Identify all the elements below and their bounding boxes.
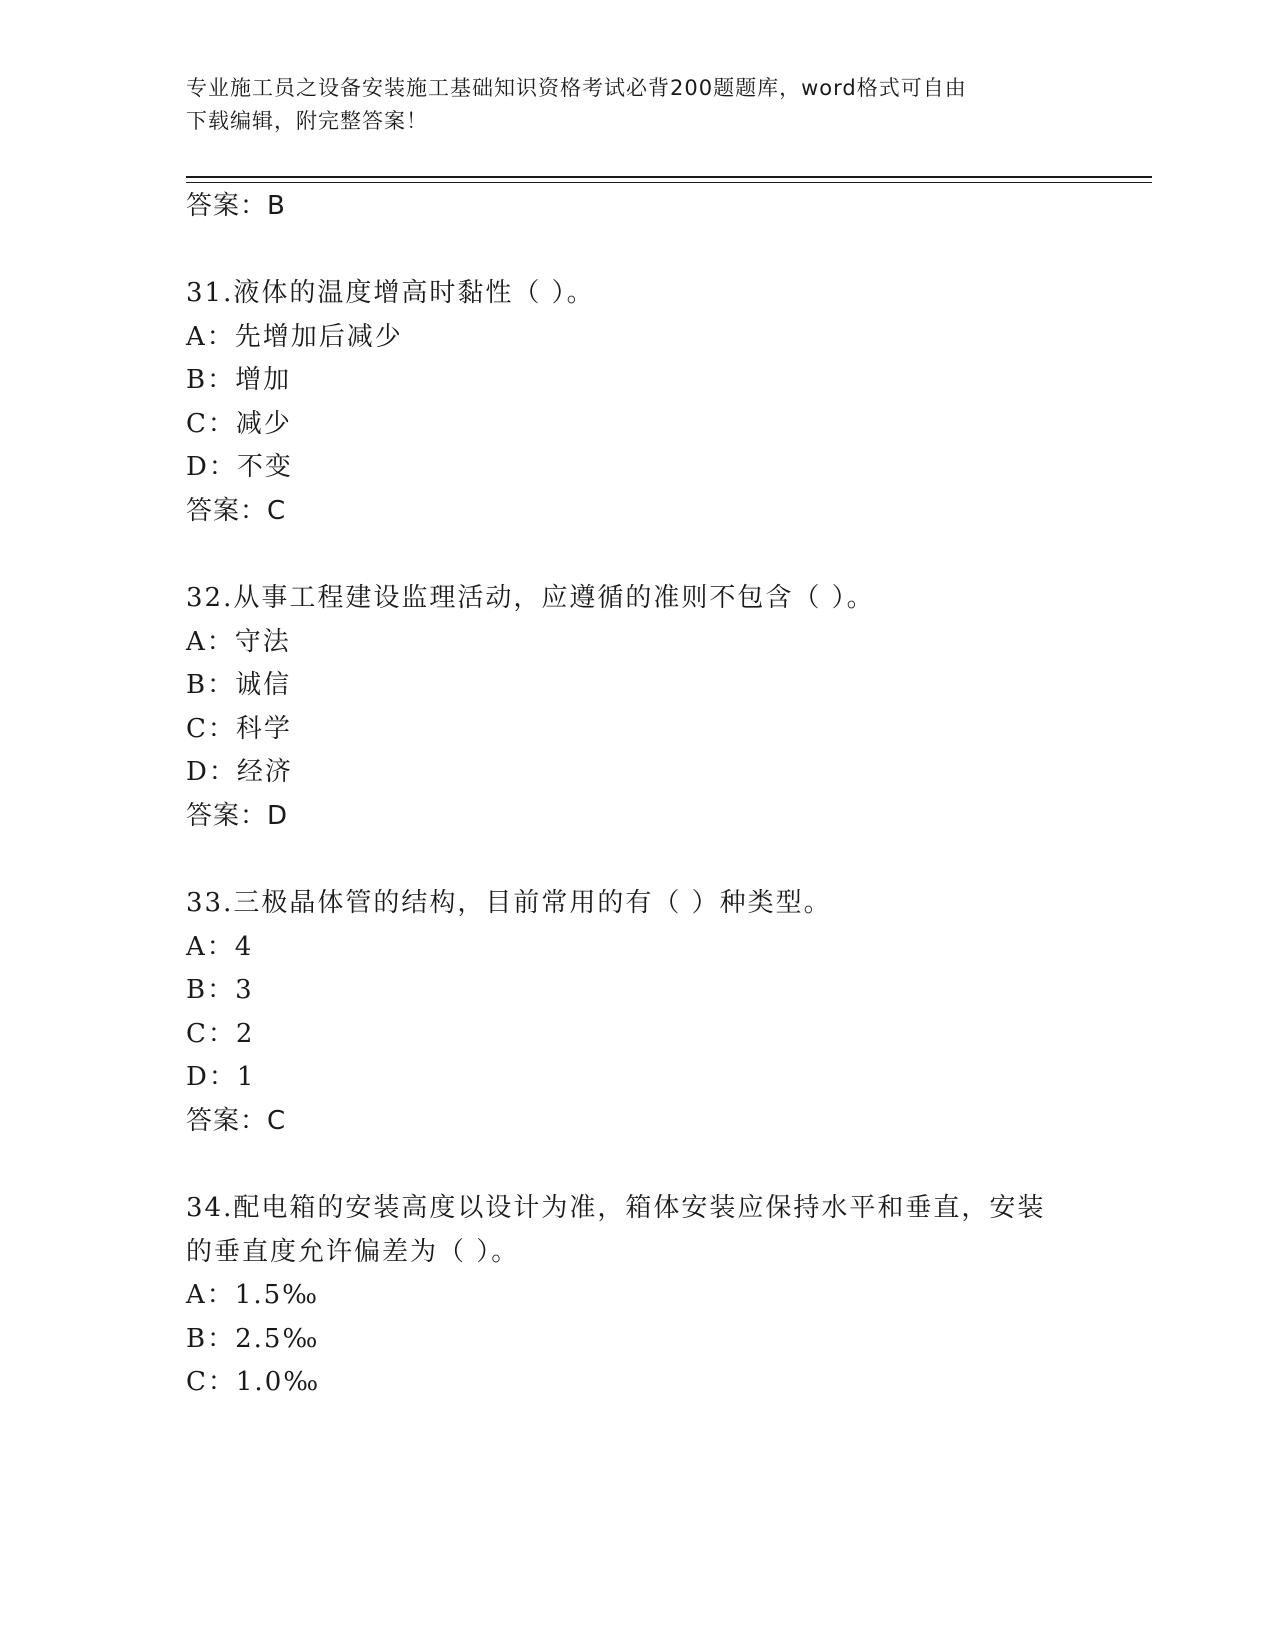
question-34-text-line-2: 的垂直度允许偏差为（ ）。 — [186, 1237, 520, 1267]
question-31-option-a: A：先增加后减少 — [186, 322, 403, 352]
question-33-option-a: A：4 — [186, 932, 254, 962]
question-34-text-line-1: 34.配电箱的安装高度以设计为准，箱体安装应保持水平和垂直，安装 — [186, 1193, 1046, 1223]
document-header — [186, 72, 1066, 138]
question-33-text: 33.三极晶体管的结构，目前常用的有（ ）种类型。 — [186, 888, 832, 918]
question-32-option-b: B：诚信 — [186, 670, 292, 700]
question-32-answer: 答案：D — [186, 801, 289, 831]
question-32-text: 32.从事工程建设监理活动，应遵循的准则不包含（ ）。 — [186, 583, 875, 613]
question-31-option-d: D：不变 — [186, 452, 293, 482]
question-31-option-b: B：增加 — [186, 365, 292, 395]
question-34-option-a: A：1.5‰ — [186, 1280, 320, 1310]
question-33-answer: 答案：C — [186, 1106, 287, 1136]
previous-answer: 答案：B — [186, 191, 286, 221]
question-31-text: 31.液体的温度增高时黏性（ ）。 — [186, 278, 595, 308]
question-31-option-c: C：减少 — [186, 409, 292, 439]
question-34-option-c: C：1.0‰ — [186, 1367, 321, 1397]
header-line-2: 下载编辑，附完整答案！ — [186, 109, 428, 133]
question-33-option-b: B：3 — [186, 975, 254, 1005]
question-34-option-b: B：2.5‰ — [186, 1324, 320, 1354]
question-33-option-d: D：1 — [186, 1062, 256, 1092]
header-divider-thin — [186, 182, 1152, 183]
question-32-option-a: A：守法 — [186, 627, 291, 657]
header-line-1: 专业施工员之设备安装施工基础知识资格考试必背200题题库，word格式可自由 — [186, 76, 967, 100]
header-divider-thick — [186, 176, 1152, 178]
question-33-option-c: C：2 — [186, 1019, 255, 1049]
question-32-option-d: D：经济 — [186, 757, 293, 787]
question-32-option-c: C：科学 — [186, 714, 292, 744]
question-31-answer: 答案：C — [186, 496, 287, 526]
